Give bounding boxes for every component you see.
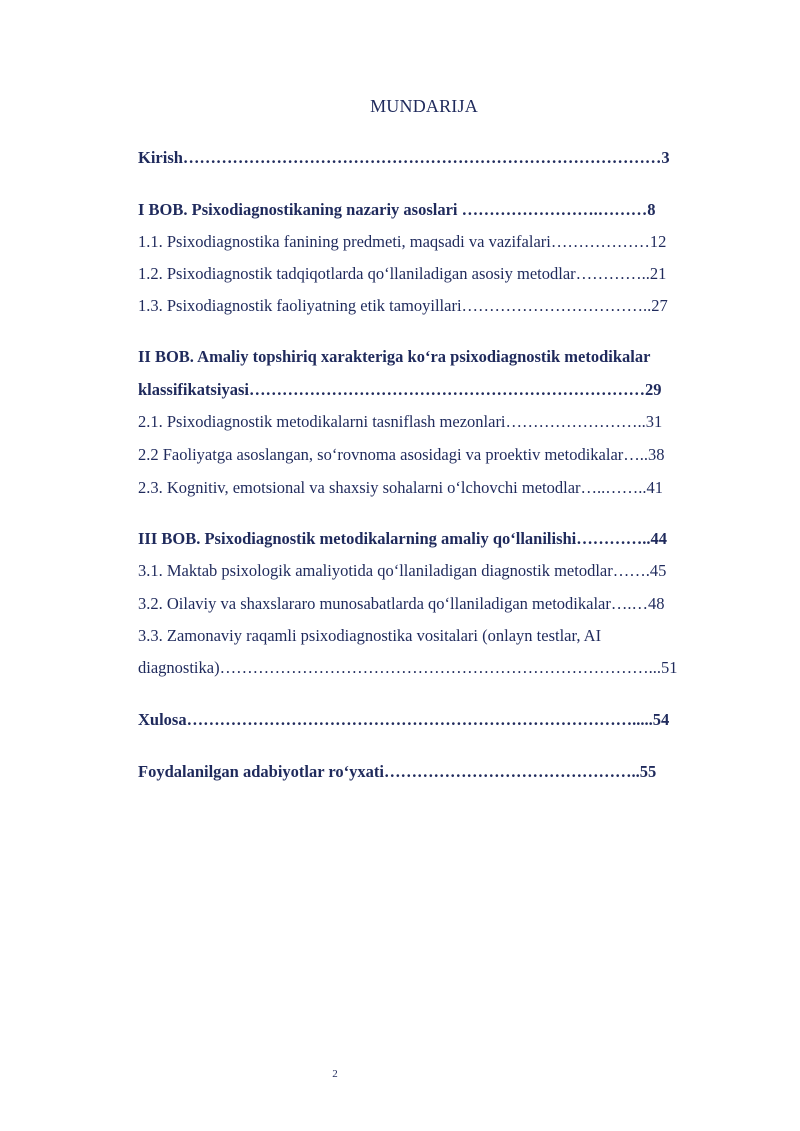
toc-entry-references: Foydalanilgan adabiyotlar ro‘yxati………………………………………..55 <box>138 762 657 781</box>
toc-entry-3-2: 3.2. Oilaviy va shaxslararo munosabatlarda qo‘llaniladigan metodikalar….…48 <box>138 594 665 613</box>
toc-entry-3-3: 3.3. Zamonaviy raqamli psixodiagnostika vositalari (onlayn testlar, AI <box>138 626 602 645</box>
toc-entry-3-1: 3.1. Maktab psixologik amaliyotida qo‘llaniladigan diagnostik metodlar…….45 <box>138 561 667 580</box>
toc-entry-intro: Kirish……………………………………………………………………………3 <box>138 148 670 167</box>
toc-chapter-3-title: III BOB. Psixodiagnostik metodikalarning amaliy qo‘llanilishi…………..44 <box>138 529 668 548</box>
toc-entry-1-1: 1.1. Psixodiagnostika fanining predmeti, maqsadi va vazifalari………………12 <box>138 232 667 251</box>
toc-entry-2-1: 2.1. Psixodiagnostik metodikalarni tasniflash mezonlari……………………..31 <box>138 412 663 431</box>
toc-entry-3-3-continued: diagnostika)……………………………………………………………………...51 <box>138 658 678 677</box>
toc-entry-conclusion: Xulosa……………………………………………………………………….....54 <box>138 710 670 729</box>
toc-chapter-2-title: II BOB. Amaliy topshiriq xarakteriga ko‘ra psixodiagnostik metodikalar <box>138 347 651 366</box>
toc-entry-2-3: 2.3. Kognitiv, emotsional va shaxsiy sohalarni o‘lchovchi metodlar…..……..41 <box>138 478 664 497</box>
toc-chapter-1-title: I BOB. Psixodiagnostikaning nazariy asoslari …………………….………8 <box>138 200 656 219</box>
toc-entry-2-2: 2.2 Faoliyatga asoslangan, so‘rovnoma asosidagi va proektiv metodikalar…..38 <box>138 445 665 464</box>
page-title: MUNDARIJA <box>370 96 478 116</box>
toc-entry-1-2: 1.2. Psixodiagnostik tadqiqotlarda qo‘llaniladigan asosiy metodlar…………..21 <box>138 264 667 283</box>
toc-entry-1-3: 1.3. Psixodiagnostik faoliyatning etik tamoyillari……………………………..27 <box>138 296 668 315</box>
page-number: 2 <box>332 1068 338 1080</box>
toc-chapter-2-title-continued: klassifikatsiyasi………………………………………………………………29 <box>138 380 662 399</box>
